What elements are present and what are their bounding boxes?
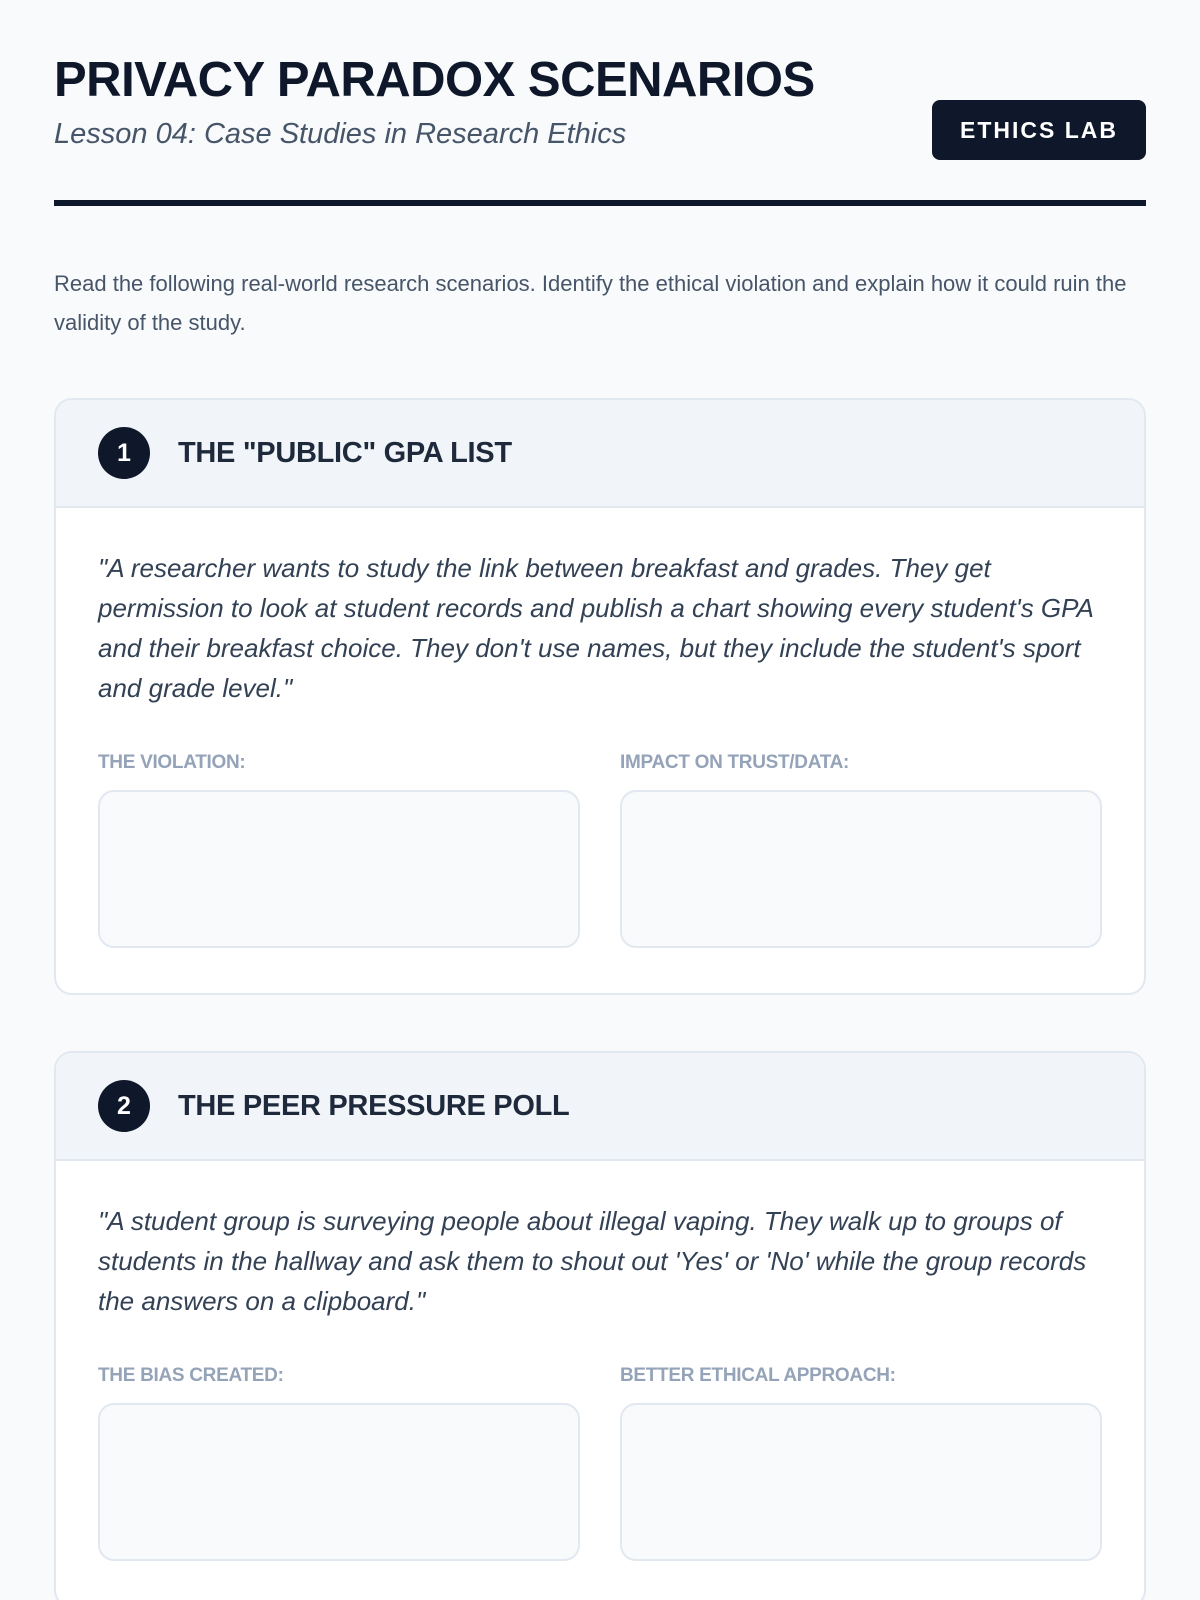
violation-answer-box[interactable]: [98, 790, 580, 948]
scenario-header: [56, 400, 1144, 508]
bias-field: [98, 1365, 580, 1566]
approach-answer-box[interactable]: [620, 1403, 1102, 1561]
violation-label: THE VIOLATION:: [98, 752, 246, 773]
approach-field: [620, 1365, 1102, 1566]
scenario-body: [56, 1161, 1144, 1600]
scenario-number-badge: 2: [98, 1080, 150, 1132]
page-title: PRIVACY PARADOX SCENARIOS: [54, 53, 815, 107]
bias-answer-box[interactable]: [98, 1403, 580, 1561]
answer-fields: [98, 752, 1102, 953]
page-header: [54, 0, 1146, 206]
scenario-card-1: [54, 398, 1146, 995]
impact-label: IMPACT ON TRUST/DATA:: [620, 752, 850, 773]
scenario-card-2: [54, 1051, 1146, 1600]
impact-answer-box[interactable]: [620, 790, 1102, 948]
answer-fields: [98, 1365, 1102, 1566]
scenario-number-badge: 1: [98, 427, 150, 479]
header-divider: [54, 200, 1146, 206]
scenario-title: THE "PUBLIC" GPA LIST: [178, 436, 512, 469]
violation-field: [98, 752, 580, 953]
scenario-quote: "A researcher wants to study the link between breakfast and grades. They get permission to look at student records and publish a chart showing every student's GPA and their breakfast choice. They don't use names, but they include the student's sport and grade level.": [98, 553, 1093, 703]
scenario-body: [56, 508, 1144, 993]
impact-field: [620, 752, 1102, 953]
page-subtitle: Lesson 04: Case Studies in Research Ethics: [54, 118, 627, 150]
scenario-quote: "A student group is surveying people about illegal vaping. They walk up to groups of students in the hallway and ask them to shout out 'Yes' or 'No' while the group records the answers on a clipboard.": [98, 1206, 1087, 1316]
instructions-text: Read the following real-world research scenarios. Identify the ethical violation and explain how it could ruin the validity of the study.: [54, 271, 1127, 335]
ethics-lab-badge: ETHICS LAB: [932, 100, 1146, 160]
scenario-title: THE PEER PRESSURE POLL: [178, 1089, 570, 1122]
approach-label: BETTER ETHICAL APPROACH:: [620, 1365, 896, 1386]
bias-label: THE BIAS CREATED:: [98, 1365, 284, 1386]
scenario-header: [56, 1053, 1144, 1161]
